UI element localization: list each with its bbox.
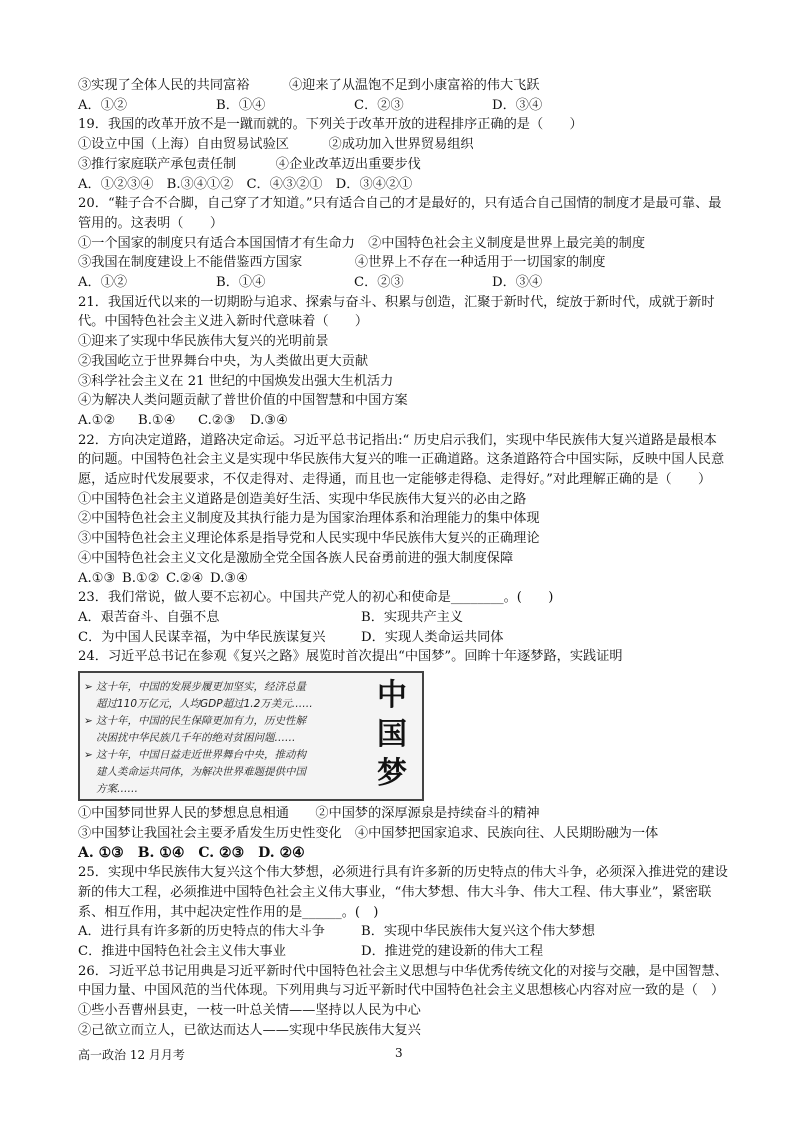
q21-item-b: ②我国屹立于世界舞台中央，为人类做出更大贡献 <box>78 353 369 369</box>
q22-item-b: ②中国特色社会主义制度及其执行能力是为国家治理体系和治理能力的集中体现 <box>78 511 540 527</box>
q22-item-d: ④中国特色社会主义文化是激励全党全国各族人民奋勇前进的强大制度保障 <box>78 550 514 566</box>
q20-item-b: ③我国在制度建设上不能借鉴西方国家 ④世界上不存在一种适用于一切国家的制度 <box>78 255 606 271</box>
page-number: 3 <box>395 1046 403 1060</box>
option-d: D．实现人类命运共同体 <box>361 629 504 645</box>
q24-stem: 24．习近平总书记在参观《复兴之路》展览时首次提出“中国梦”。回眸十年逐梦路，实践证明 <box>78 649 623 665</box>
option-d: D.③④ <box>250 412 288 428</box>
figure-line: 这十年，中国的发展步履更加坚实，经济总量 <box>96 681 306 694</box>
q24-options: A. ①③ B. ①④ C. ②③ D. ②④ <box>78 844 305 861</box>
option-b: B.①② <box>122 570 160 586</box>
option-a: A．①② <box>78 275 128 291</box>
q20-stem: 20．“鞋子合不合脚，自己穿了才知道。”只有适合自己的才是最好的，只有适合自己国情的制度才是最可靠、最管用的。这表明（ ） <box>78 196 722 231</box>
option-b: B．①④ <box>216 97 266 113</box>
option-a: A.①③ <box>78 570 116 586</box>
option-b: B．①④ <box>216 275 266 291</box>
figure-char-meng: 梦 <box>377 756 407 792</box>
q25-options-row1 <box>78 922 728 942</box>
option-b: B.①④ <box>138 412 176 428</box>
q24-item-b: ③中国梦让我国社会主要矛盾发生历史性变化 ④中国梦把国家追求、民族向往、人民期盼融为一体 <box>78 825 659 841</box>
option-c: C．推进中国特色社会主义伟大事业 <box>78 944 286 960</box>
figure-char-zhong: 中 <box>377 678 407 714</box>
q21-stem: 21．我国近代以来的一切期盼与追求、探索与奋斗、积累与创造，汇聚于新时代，绽放于新时代，成就于新时代。中国特色社会主义进入新时代意味着（ ） <box>78 294 715 330</box>
option-b: B．实现共产主义 <box>361 609 464 625</box>
option-b: B．实现中华民族伟大复兴这个伟大梦想 <box>361 924 595 940</box>
q21-item-c: ③科学社会主义在 21 世纪的中国焕发出强大生机活力 <box>78 373 394 389</box>
figure-line: 建人类命运共同体，为解决世界难题提供中国 <box>96 766 306 779</box>
q24-item-a: ①中国梦同世界人民的梦想息息相通 ②中国梦的深厚源泉是持续奋斗的精神 <box>78 806 540 822</box>
q22-stem: 22．方向决定道路，道路决定命运。习近平总书记指出:“ 历史启示我们，实现中华民族伟大复兴道路是最根本的问题。中国特色社会主义是实现中华民族伟大复兴的唯一正确道路。这条道路符合中国实际，反映中国人民意愿，适应时代发展要求，不仅走得对、走得通，而且也一定能够走得稳、走得好。”对此理解正确的是（ ） <box>78 432 725 488</box>
q18-line: ③实现了全体人民的共同富裕 ④迎来了从温饱不足到小康富裕的伟大飞跃 <box>78 78 540 93</box>
figure-line: 这十年，中国日益走近世界舞台中央，推动构 <box>96 749 306 762</box>
figure-line: 方案…… <box>96 783 138 796</box>
q21-options <box>78 411 728 431</box>
q19-item-a: ①设立中国（上海）自由贸易试验区 ②成功加入世界贸易组织 <box>78 137 474 153</box>
option-d: D．推进党的建设新的伟大工程 <box>361 944 544 960</box>
option-c: C.②③ <box>198 412 236 428</box>
option-c: C．为中国人民谋幸福，为中华民族谋复兴 <box>78 629 326 645</box>
q19-item-b: ③推行家庭联产承包责任制 ④企业改革迈出重要步伐 <box>78 156 421 172</box>
figure-line: 超过110万亿元，人均GDP超过1.2万美元…… <box>96 698 313 711</box>
figure-line: 这十年，中国的民生保障更加有力，历史性解 <box>96 715 306 728</box>
option-c: C．②③ <box>354 97 404 113</box>
q26-item-a: ①些小吾曹州县吏，一枝一叶总关情——坚持以人民为中心 <box>78 1003 421 1019</box>
option-d: D.③④ <box>210 570 248 586</box>
q25-stem: 25．实现中华民族伟大复兴这个伟大梦想，必须进行具有许多新的历史特点的伟大斗争，必须深入推进党的建设新的伟大工程，必须推进中国特色社会主义伟大事业，“伟大梦想、伟大斗争、伟大工程、伟大事业”，紧密联系、相互作用，其中起决定性作用的是______。( ) <box>78 865 728 920</box>
option-c: C．②③ <box>354 275 404 291</box>
q23-options-row2 <box>78 628 728 648</box>
q19-stem: 19．我国的改革开放不是一蹴而就的。下列关于改革开放的进程排序正确的是（ ） <box>78 117 583 133</box>
q25-options-row2 <box>78 942 728 962</box>
option-d: D．③④ <box>492 275 543 291</box>
q18-options <box>78 96 728 116</box>
footer-title: 高一政治 12 月月考 <box>78 1048 185 1062</box>
document-page <box>78 76 728 1041</box>
option-a: A．艰苦奋斗、自强不息 <box>78 609 220 625</box>
q20-options <box>78 273 728 293</box>
q26-item-b: ②己欲立而立人，已欲达而达人——实现中华民族伟大复兴 <box>78 1022 421 1038</box>
figure-char-guo: 国 <box>377 717 407 753</box>
option-d: D．③④ <box>492 97 543 113</box>
option-a: A．进行具有许多新的历史特点的伟大斗争 <box>78 924 325 940</box>
arrow-icon: ➢ <box>84 749 93 762</box>
q22-item-c: ③中国特色社会主义理论体系是指导党和人民实现中华民族伟大复兴的正确理论 <box>78 531 540 547</box>
q19-options: A．①②③④ B.③④①② C．④③②① D．③④②① <box>78 176 413 192</box>
option-a: A．①② <box>78 97 128 113</box>
option-c: C.②④ <box>166 570 204 586</box>
arrow-icon: ➢ <box>84 681 93 694</box>
q20-item-a: ①一个国家的制度只有适合本国国情才有生命力 ②中国特色社会主义制度是世界上最完美的制度 <box>78 235 646 251</box>
china-dream-figure <box>78 671 424 801</box>
figure-text <box>84 679 354 798</box>
q23-options-row1 <box>78 608 728 628</box>
q22-item-a: ①中国特色社会主义道路是创造美好生活、实现中华民族伟大复兴的必由之路 <box>78 491 527 507</box>
q26-stem: 26．习近平总书记用典是习近平新时代中国特色社会主义思想与中华优秀传统文化的对接与交融，是中国智慧、中国力量、中国风范的当代体现。下列用典与习近平新时代中国特色社会主义思想核心内容对应一致的是（ ） <box>78 963 728 999</box>
q21-item-d: ④为解决人类问题贡献了普世价值的中国智慧和中国方案 <box>78 393 408 409</box>
q22-options <box>78 569 728 589</box>
option-a: A.①② <box>78 412 116 428</box>
q23-stem: 23．我们常说，做人要不忘初心。中国共产党人的初心和使命是________。( ) <box>78 590 554 606</box>
arrow-icon: ➢ <box>84 715 93 728</box>
figure-line: 决困扰中华民族几千年的绝对贫困问题…… <box>96 732 296 745</box>
q21-item-a: ①迎来了实现中华民族伟大复兴的光明前景 <box>78 334 329 350</box>
